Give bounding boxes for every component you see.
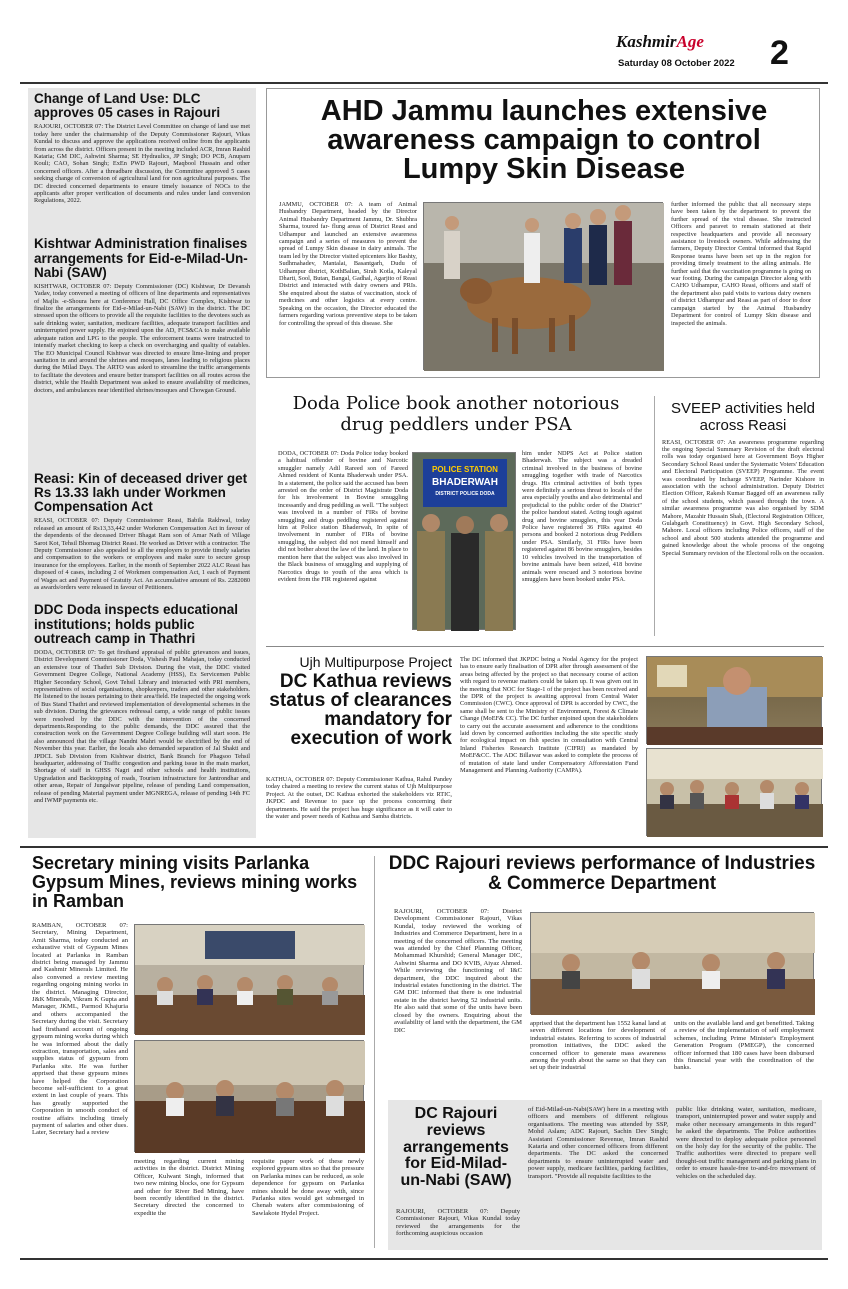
sveep-body: REASI, OCTOBER 07: An awareness programme regarding the ongoing Special Summary Revision of the draft electoral rolls was today organised here at Government Boys Higher Secondary School Reasi under the Systematic Voters' Education and Electoral Participation (SVEEP) Programme. The event was coordinated by Incharge SVEEP, Narinder Kishore in association with the school administration. Deputy District Election Officer, Rakesh Kumar Bagged off an awareness rally of the school students, which passed through the town. A similar awareness programme was also organised by SDM Mahore, Mazahir Hussain Shah, (Electoral Registration Officer, Gulabgarh Constituency) in Govt. High Secondary School, Mahore. Local officers including Police officers, staff of the school and about 500 students attended the programme and gained knowledge about the whole process of the ongoing Special Summary revision of the Electoral rolls on the occasion. — [662, 438, 824, 557]
ddc-rajouri-photo — [530, 912, 814, 1014]
ddc-rajouri-headline: DDC Rajouri reviews performance of Industries & Commerce Department — [388, 853, 816, 894]
headline-land-use: Change of Land Use: DLC approves 05 cases in Rajouri — [34, 91, 221, 121]
main-article — [266, 88, 820, 378]
left-column — [28, 88, 256, 838]
police-figures — [413, 511, 517, 631]
article-kishtwar: KISHTWAR, OCTOBER 07: Deputy Commissioner (DC) Kishtwar, Dr Devansh Yadav, today convened a meeting of officers of line departments and representatives of Majlis -e-Shoura here at Conference Hall, DC Office Complex, Kishtwar to finalize the arrangements for Eid-e-Milad-un-Nabi (SAW) in the district. The DC stressed upon the officers to provide all the requisite facilities to the devotees such as safe drinking water, sanitation, medicare facilities, adequate transport facilities and uninterrupted power supply. He enjoined upon the AD, FCS&CA to make available adequate ration and LPG to the people. The enforcement teams were instructed to intensify market checking to keep a check on overcharging and quality of eatables. The EO Municipal Council Kishtwar was directed to ensure lime-lining and proper sanitation in and around the shrines and mosques, lanes leading to religious places during the Milad Days. The ARTO was asked to streamline the traffic arrangements to facilitate the devotees and ensure better transport facilities on all routes across the district, while the Health Department was asked to ensure availability of medicines, doctors, and ambulances near identified shrines/mosques and Chowgan Ground. — [34, 282, 250, 394]
masthead-rule — [20, 82, 828, 84]
kathua-photo-dc — [646, 656, 822, 744]
ddc-meeting-illustration — [531, 913, 815, 1015]
headline-ddc-doda: DDC Doda inspects educational institutions; holds public outreach camp in Thathri — [34, 602, 239, 646]
doda-body-right: him under NDPS Act at Police station Bhaderwah. The subject was a dreaded criminal involved in the business of bovine smuggling together with trade of Narcotics drugs. His criminal activities of both types were definitely a serious threat to locals of the area especially youths and also detrimental and prejudicial to the public order of the District" the police handout stated. Acting tough against drug and bovine smugglers, this year Doda Police have registered 36 FIRs against 40 persons and booked 2 notorious drug Peddlers under PSA. Similarly, 31 FIRs have been registered against 86 bovine smugglers, besides 10 vehicles involved in the transportation of bovine animals have been seized, 418 bovine animals were rescued and 3 notorious bovine smugglers have been booked under PSA. — [522, 450, 642, 583]
doda-sveep-divider — [654, 396, 655, 636]
mining-meeting-illustration-1 — [135, 925, 365, 1035]
meeting-illustration — [647, 749, 823, 837]
article-land-use: RAJOURI, OCTOBER 07: The District Level Committee on change of land use met today here under the chairmanship of the Deputy Commissioner Rajouri, Vikas Kundal to discuss and approve the applications received online from the applicants from across the district. Officers present in the meeting included ACR, Imran Rashid Kataria; GM DIC, Ashwini Sharma; SE Hydraulics, JP Singh; DO PCB, Anupam Kouli; CAO, Sohan Singh; ExEn PWD Rajouri, Maqbool Hussain and other concerned officers. After a threadbare discussion, the Committee approved 5 cases seeking change of conversion of agricultural land for non agricultural purposes. The DC directed concerned departments to ensure timely issuance of NOCs to the applicants after proper verification of documents and rules under land conversion Regulations, 2022. — [34, 123, 250, 205]
bottom-rule — [20, 1258, 828, 1260]
ddc-rajouri-body-col1: RAJOURI, OCTOBER 07: District Development Commissioner Rajouri, Vikas Kundal, today reviewed the working of Industries and Commerce Department, here in a meeting of the concerned officers. The meeting was attended by the Chief Planning Officer, Mohammad Khurshid; General Manager DIC, Ashwini Sharma and DO KVIB, Aiyaz Ahmed. While reviewing the functioning of I&C department, the DDC inquired about the industrial estates functioning in the district. The GM DIC informed that there is one industrial estate in the district having 52 industrial units. He also said that some of the units have been closed by the owners. Enquiring about the availability of land with the department, the GM DIC — [394, 908, 522, 1034]
brand-age: Age — [676, 32, 704, 51]
ddc-rajouri-body-col3: units on the available land and get benefitted. Taking a review of the implementation of self employment schemes, including Prime Minister's Employment Generation Program (PMEGP), the concerned officer informed that 180 cases have been disbursed this financial year with the coordination of the banks. — [674, 1020, 814, 1072]
article-reasi-compensation: REASI, OCTOBER 07: Deputy Commissioner Reasi, Babila Rakhwal, today released an amount of Rs13,33,442 under Workmen Compensation Act in favour of the dependents of the deceased Driver Bhagat Ram son of Amar Nath of Village Sarot Kot, Tehsil Bhomag District Reasi. He worked as Driver with a contractor. The Deputy Commissioner also appealed to all the employers to provide timely salaries and compensation to the workers or employees and make sure to secure group insurance for the employees. Earlier, in the month of September 2022 ALC Reasi has disposed of 4 cases, including 2 of Workmen compensation Act, 1 each of Payment of Wages act and Payment of Gratuity Act. An accumulative amount of Rs. 2282080 as awards/orders were released in favour of Petitioners. — [34, 517, 250, 592]
kathua-photo-meeting — [646, 748, 822, 836]
mining-photo-1 — [134, 924, 364, 1034]
headline-kishtwar: Kishtwar Administration finalises arrangements for Eid-e-Milad-Un-Nabi (SAW) — [34, 236, 248, 280]
police-station-sign — [423, 459, 507, 507]
doda-article — [266, 390, 646, 640]
kathua-article — [266, 652, 640, 838]
masthead — [610, 30, 840, 80]
eid-body-col2: of Eid-Milad-un-Nabi(SAW) here in a meeting with officers and members of different religious organisations. The meeting was attended by SSP, Mohd Aslam; ADC Rajouri, Sachin Dev Singh; Assistant Commissioner Revenue, Imran Rashid Kataria and other concerned officers from different departments. The DC asked the concerned departments to ensure uninterrupted water and power supply, medicare facilities, parking facilities, transport. "Provide all requisite facilities to the — [528, 1106, 668, 1180]
sveep-article — [662, 400, 824, 640]
dc-speaking-illustration — [647, 657, 823, 745]
main-headline: AHD Jammu launches extensive awareness campaign to control Lumpy Skin Disease — [320, 95, 768, 185]
main-body-left: JAMMU, OCTOBER 07: A team of Animal Husbandry Department, headed by the Director Animal Husbandry Department Jammu, Dr. Shubhra Sharma, toured far- flung areas of District Reasi and Udhampur and launched an extensive awareness campaign and a series of measures to prevent the spread of Lumpy Skin disease in dairy animals. The team led by the Director visited epicenters like Bashty, Sudhmahadev, Mantalai, Basantgarh, Dudu of Udhampur district, KothBalian, Sirah Kotla, Kaleyal Dharti, Sool, Butan, Bangal, Gadhal, Agarjito of Reasi District and interacted with dairy owners and PRIs. She enquired about the status of vaccination, stock of medicines and other logistics at every centre. Speaking on the occasion, the Director educated the farmers regarding various preventive steps to be taken for controlling the spread of this disease. She — [279, 201, 417, 327]
eid-headline: DC Rajouri reviews arrangements for Eid-Milad-un-Nabi (SAW) — [400, 1105, 512, 1190]
mining-body-col1: RAMBAN, OCTOBER 07: Secretary, Mining Department, Amit Sharma, today conducted an exhaustive visit of Gypsum Mines located at Parlanka in Ramban district being managed by Jammu and Kashmir Minerals Limited. He also convened a review meeting regarding ongoing mining works in the district. Managing Director, J&K Minerals, Vikram K Gupta and Manager, JKML, Parmod Khajuria and others accompanied the Secretary during the visit. Secretary had firsthand account of ongoing gypsum mining works during which he was informed about the daily extraction, transportation, sales and supplies status of gypsum from Parlanka site. He was further apprised that these gypsum mines have helped the Corporation become self-sufficient to a great extent in last couple of years. This has greatly supported the Corporation in smooth conduct of routine affairs including timely payment of salaries and other dues. Later, Secretary had a review — [32, 922, 128, 1137]
kathua-headline: DC Kathua reviews status of clearances mandatory for execution of work — [269, 671, 452, 749]
sign-line2: BHADERWAH — [432, 477, 498, 488]
headline-reasi-compensation: Reasi: Kin of deceased driver get Rs 13.33 lakh under Workmen Compensation Act — [34, 470, 248, 515]
bottom-divider — [374, 856, 375, 1248]
police-photo — [412, 452, 516, 630]
sign-line3: DISTRICT POLICE DODA — [435, 491, 495, 497]
page-number: 2 — [770, 34, 789, 72]
brand-kashmir: Kashmir — [616, 32, 677, 51]
masthead-date: Saturday 08 October 2022 — [618, 58, 735, 69]
eid-body-col1: RAJOURI, OCTOBER 07: Deputy Commissioner Rajouri, Vikas Kundal today reviewed the arrangements for the forthcoming auspicious occasion — [396, 1208, 520, 1238]
article-ddc-doda: DODA, OCTOBER 07: To get firsthand appraisal of public grievances and issues, District Development Commissioner Doda, Vishesh Paul Mahajan, today conducted an extensive tour of Thathri Sub Division. During the visit, the DDC visited Government Degree College, National Academy (HSS), Ex Servicemen Public Higher Secondary School, Govt Tehsil Library and interacted with PRI members, representatives of social organisations, shopkeepers, traders and other stakeholders. He listened to the issues pertaining to their area/field. He inspected the ongoing work of Bus Stand Thathri and reviewed implementation of developmental schemes in the sub division. During the grievances redressal camp, a wide range of public issues were resolved by the DDC with the intervention of the concerned departments.Responding to the public demands, the DDC assured that the construction work on the Government Degree College building will start soon. He also announced that the village Nandni Mahri would be electrified by the end of November this year. Earlier, the locals also demanded separation of Jal Shakti and JPDCL Sub Division from Kishtwar district, Bank Branch for Phagsoo Tehsil headquarter, addressing of Traffic congestion and parking issue in the main market, Shortage of staff in GHSS Nagri and other schools and health institutions, Upgradation and Backtopping of roads, Tourism infrastructure for Jantrondhar and other areas, Repair of Jungalwar pipeline, release of pending Land compensation, release of pending Material payment under MGNREGA, release of pending 14th FC and IWMP payments etc. — [34, 648, 250, 805]
doda-body-left: DODA, OCTOBER 07: Doda Police today booked a habitual offender of bovine and Narcotic smuggler namely Adil Rareed son of Fareed Ahmed resident of Kunta Bhaderwah under PSA. In a statement, the police said the accused has been arrested on the order of District Magistrate Doda for his involvement in Bovine smuggling incessantly and drug peddling as well. "The subject was involved in a number of FIRs of bovine smuggling and drugs peddling registered against him at Police station Bhaderwah, In spite of involvement in number of FIRs of bovine smuggling, the subject did not mend himself and did not bother about the law of the land. In place to mention here that the subject was also involved in the Black business of smuggling and supplying of Narcotics drugs to youth of the area which is evident from the FIR registered against — [278, 450, 408, 583]
sign-line1: POLICE STATION — [432, 465, 498, 474]
eid-body-col3: public like drinking water, sanitation, medicare, transport, uninterrupted power and water supply and make other necessary arrangements in this regard" he asked the departments. The Police authorities were directed to deploy adequate police personnel on the holy day for the security of the public. The Traffic authorities were directed to prepare well thought-out traffic management and parking plans in order to ensure hassle-free to-and-fro movement of vehicles on the scheduled day. — [676, 1106, 816, 1180]
mining-headline: Secretary mining visits Parlanka Gypsum Mines, reviews mining works in Ramban — [32, 853, 358, 911]
ddc-rajouri-body-col2: apprised that the department has 1552 kanal land at seven different locations for development of industrial estates. Referring to scores of industrial promotion initiatives, the DDC asked the concerned officer to generate mass awareness among the youth about the same so that they can set up their industrial — [530, 1020, 666, 1072]
sveep-headline: SVEEP activities held across Reasi — [671, 400, 815, 435]
mining-body-col3: requisite paper work of these newly explored gypsum sites so that the pressure on Parlanka mines can be reduced, as sole dependence for gypsum on Parlanka mines should be done away with, since Parlanka sites would get submerged in Chenab waters after commissioning of Sawlakote Hydel Project. — [252, 1158, 364, 1217]
mid-rule-1 — [266, 646, 824, 647]
mining-body-col2: meeting regarding current mining activities in the district. District Mining Officer, Kulwant Singh, informed that two new mining blocks, one for Gypsum and other for River Bed Mining, have been recently identified in the district. Secretary directed the concerned to expedite the — [134, 1158, 244, 1217]
kathua-kicker: Ujh Multipurpose Project — [299, 654, 452, 670]
mining-article — [28, 852, 368, 1252]
mining-photo-2 — [134, 1040, 364, 1152]
kathua-body-left: KATHUA, OCTOBER 07: Deputy Commissioner Kathua, Rahul Pandey today chaired a meeting to review the current status of Ujh Multipurpose Project. At the outset, DC Kathua exhorted the stakeholders viz RTIC, JKPDC and Revenue to pace up the process concerning their departments. He said the project has huge significance as it will cater to the water and power needs of Kathua and Samba districts. — [266, 776, 452, 821]
cattle-photo — [423, 202, 663, 370]
main-body-right: further informed the public that all necessary steps have been taken by the department to prevent the further spread of the viral disease. She instructed Officers and paravet to remain stationed at their respective headquarters and provide all necessary assistance to livestock owners. While addressing the farmers, Deputy Director Central informed that Rapid Response teams have been set up in the region for providing timely treatment to the ailing animals. He further said that the vaccination programme is going on war footing. During the campaign Director along with CAHO Udhampur, CAHO Reasi, officers and staff of the department also paid visits to various dairy owners of district Udhampur and Reasi as part of door to door campaign started by the Animal Husbandry Department for control of Lumpy Skin disease and inspected the animals. — [671, 201, 811, 327]
ddc-rajouri-article — [382, 852, 822, 1092]
eid-article — [388, 1100, 822, 1250]
cattle-illustration — [424, 203, 664, 371]
brand-logo — [616, 32, 704, 52]
mining-meeting-illustration-2 — [135, 1041, 365, 1153]
kathua-body-right: The DC informed that JKPDC being a Nodal Agency for the project has to ensure early finalisation of DPR after through assessment of the areas being affected by the project so that necessary course of action with regard to revenue matters could be taken up. It was given out in the meeting that NOC for Stage-1 of the project has been received and the DPR of the project is awaiting approval from Central Water Commission (CWC). Once approval of DPR is accorded by CWC, the same shall be sent to the Ministry of Environment, Forest & Climate Change (MoEF& CC). The DC further enjoined upon the stakeholders to carry out the accurate assessment and adherence to the conditions laid down by concerned authorities including the site specific study for ecological impact on fish species in consultation with Central Inland Fisheries Research Institute (CIFRI) as mandated by MoEF&CC. The ADC Billawar was asked to complete the process of of mutation of state land under Compensatory Afforestation Fund Management and Planning Authority (CAMPA). — [460, 656, 638, 775]
mid-rule-2 — [20, 846, 828, 848]
doda-headline: Doda Police book another notorious drug peddlers under PSA — [292, 393, 620, 435]
